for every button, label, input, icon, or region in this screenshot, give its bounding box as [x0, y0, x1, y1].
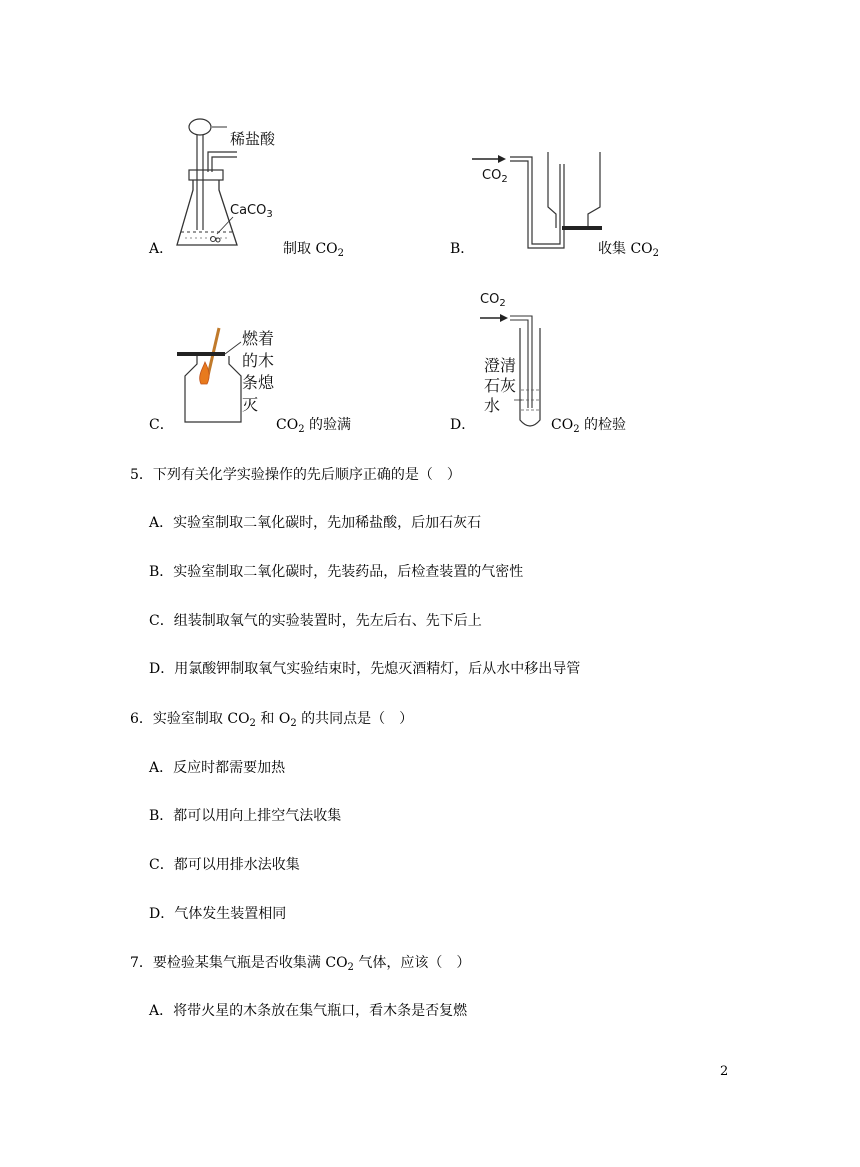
option-b-caption: 收集 $CO_2$: [598, 241, 660, 259]
q5-option-c: C．组装制取氧气的实验装置时，先左后右、先下后上: [149, 613, 482, 629]
question-7-stem: 7．要检验某集气瓶是否收集满 $CO_2$ 气体，应该（ ）: [130, 955, 471, 973]
q6-option-b: B．都可以用向上排空气法收集: [149, 808, 342, 824]
option-c-letter: C．: [149, 417, 174, 433]
q5-option-b: B．实验室制取二氧化碳时，先装药品，后检查装置的气密性: [149, 564, 524, 580]
q5-option-a: A．实验室制取二氧化碳时，先加稀盐酸，后加石灰石: [149, 515, 482, 531]
q6-option-c: C．都可以用排水法收集: [149, 857, 300, 873]
co2-collection-diagram: [470, 152, 610, 252]
label-dilute-hcl: 稀盐酸: [230, 130, 276, 148]
option-b-letter: B．: [450, 241, 475, 257]
label-burning-stick: 燃着 的木 条熄 灭: [242, 329, 275, 414]
label-limewater: 澄清 石灰 水: [484, 356, 517, 415]
option-a-caption: 制取 $CO_2$: [283, 241, 345, 259]
question-5-stem: 5．下列有关化学实验操作的先后顺序正确的是（ ）: [130, 467, 461, 483]
question-6-stem: 6．实验室制取 $CO_2$ 和 $O_2$ 的共同点是（ ）: [130, 711, 414, 729]
label-co2-d: $CO_2$: [480, 292, 506, 309]
option-d-caption: $CO_2$ 的检验: [551, 417, 627, 435]
label-co2-b: $CO_2$: [482, 168, 508, 185]
option-a-letter: A．: [149, 241, 174, 257]
label-caco3: CaCO$_3$: [230, 203, 273, 220]
page-number: 2: [720, 1064, 729, 1079]
q6-option-d: D．气体发生装置相同: [149, 906, 287, 922]
option-c-caption: $CO_2$ 的验满: [276, 417, 352, 435]
q5-option-d: D．用氯酸钾制取氧气实验结束时，先熄灭酒精灯，后从水中移出导管: [149, 661, 581, 677]
q6-option-a: A．反应时都需要加热: [149, 760, 286, 776]
option-d-letter: D．: [450, 417, 476, 433]
q7-option-a: A．将带火星的木条放在集气瓶口，看木条是否复燃: [149, 1003, 468, 1019]
